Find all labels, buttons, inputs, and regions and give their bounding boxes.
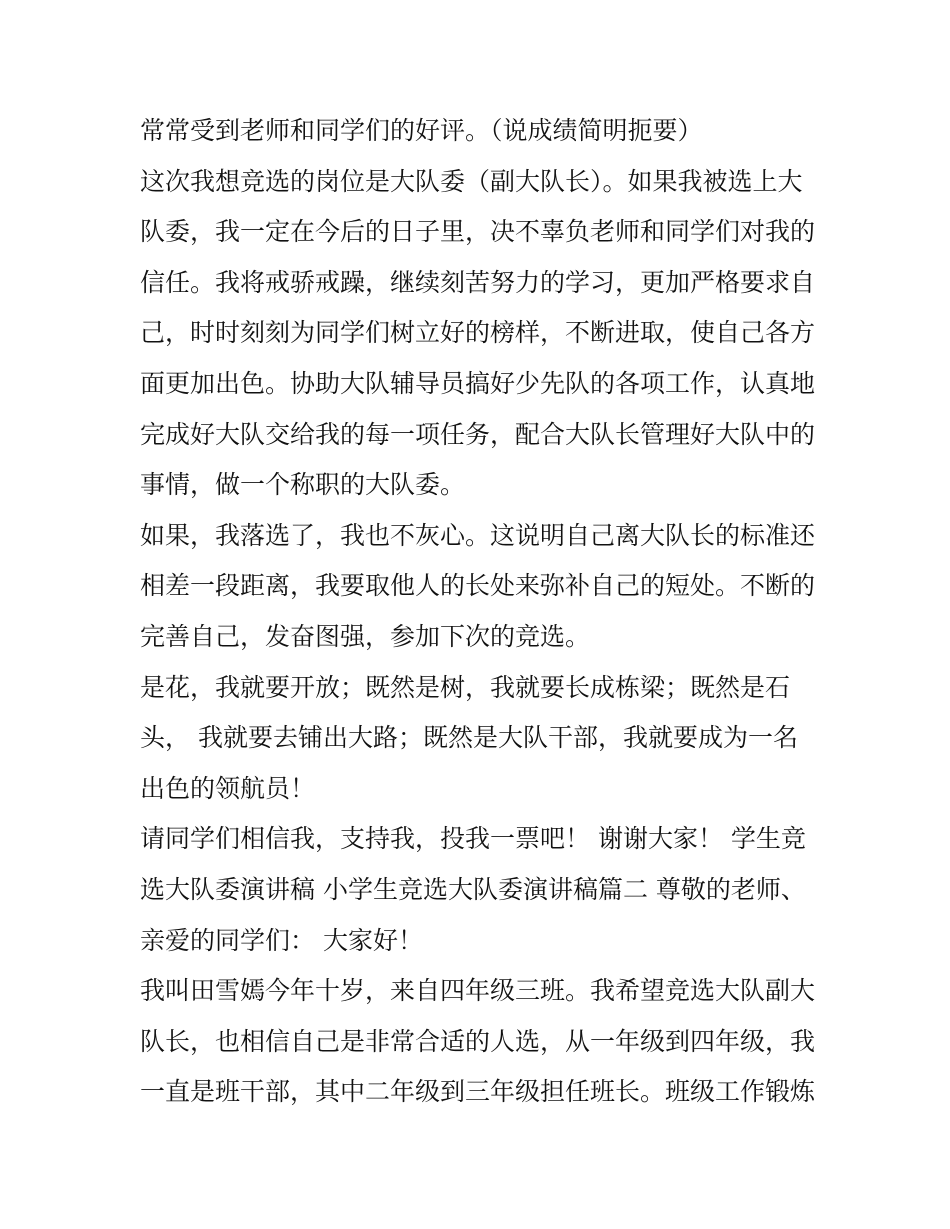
text-line: 己，时时刻刻为同学们树立好的榜样，不断进取，使自己各方 bbox=[140, 318, 816, 348]
text-line: 队委，我一定在今后的日子里，决不辜负老师和同学们对我的 bbox=[140, 217, 816, 247]
text-line: 相差一段距离，我要取他人的长处来弥补自己的短处。不断的 bbox=[140, 571, 816, 601]
text-line: 事情，做一个称职的大队委。 bbox=[140, 470, 466, 500]
text-line: 如果，我落选了，我也不灰心。这说明自己离大队长的标准还 bbox=[140, 520, 816, 550]
text-line: 面更加出色。协助大队辅导员搞好少先队的各项工作，认真地 bbox=[140, 368, 816, 398]
text-line: 一直是班干部，其中二年级到三年级担任班长。班级工作锻炼 bbox=[140, 1077, 816, 1107]
text-line: 队长，也相信自己是非常合适的人选，从一年级到四年级，我 bbox=[140, 1026, 816, 1056]
text-line: 完善自己，发奋图强，参加下次的竞选。 bbox=[140, 621, 591, 651]
text-line: 请同学们相信我，支持我，投我一票吧！ 谢谢大家！ 学生竞 bbox=[140, 824, 806, 854]
text-line: 常常受到老师和同学们的好评。（说成绩简明扼要） bbox=[140, 116, 703, 145]
text-line: 是花，我就要开放；既然是树，我就要长成栋梁；既然是石 bbox=[140, 672, 791, 702]
text-line: 亲爱的同学们： 大家好！ bbox=[140, 925, 423, 955]
speech-text-body bbox=[140, 106, 820, 1118]
text-line: 出色的领航员！ bbox=[140, 773, 316, 803]
text-line: 头， 我就要去铺出大路；既然是大队干部，我就要成为一名 bbox=[140, 723, 798, 753]
text-line: 这次我想竞选的岗位是大队委（副大队长）。如果我被选上大 bbox=[140, 166, 803, 196]
text-line: 信任。我将戒骄戒躁，继续刻苦努力的学习，更加严格要求自 bbox=[140, 267, 816, 297]
text-line: 完成好大队交给我的每一项任务，配合大队长管理好大队中的 bbox=[140, 419, 816, 449]
text-line: 选大队委演讲稿 小学生竞选大队委演讲稿篇二 尊敬的老师、 bbox=[140, 874, 806, 904]
text-line: 我叫田雪嫣今年十岁，来自四年级三班。我希望竞选大队副大 bbox=[140, 976, 816, 1006]
